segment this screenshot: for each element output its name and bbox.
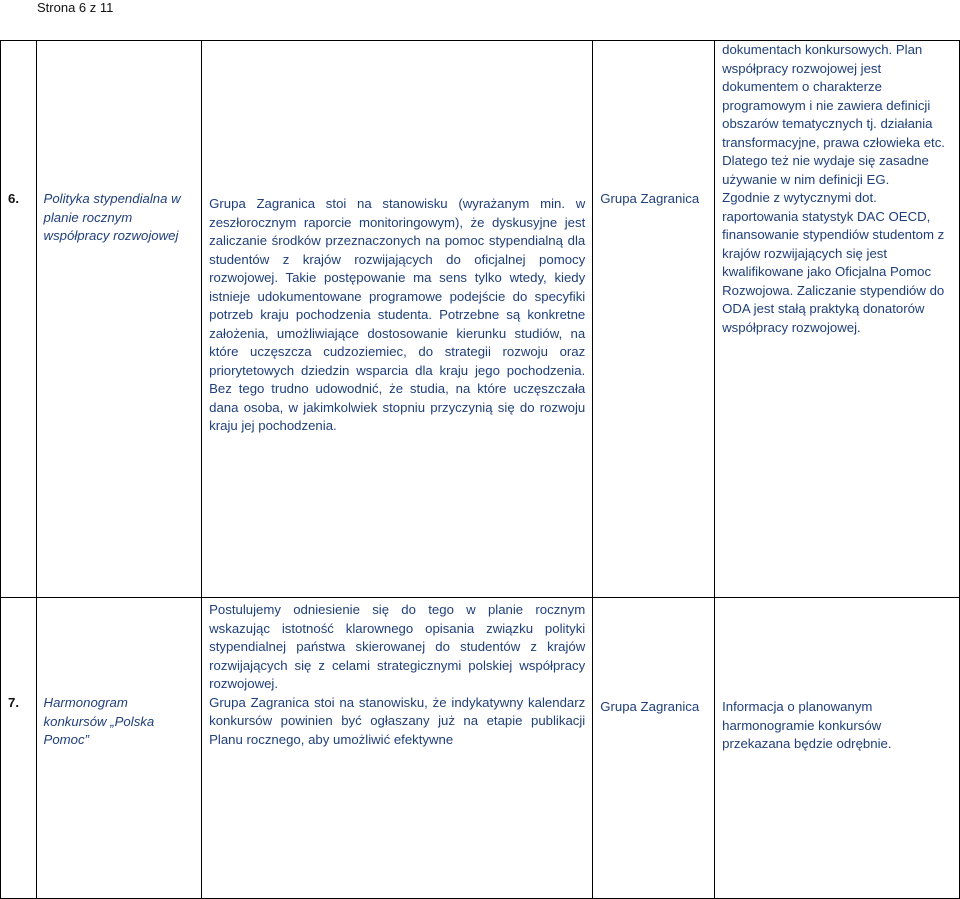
row-topic: Harmonogram konkursów „Polska Pomoc” [36,598,202,899]
row-number: 7. [1,598,37,899]
page-number: Strona 6 z 11 [37,0,114,15]
row-author: Grupa Zagranica [593,41,715,598]
reply-continuation: dokumentach konkursowych. Plan współpracy rozwojowej jest dokumentem o charakterze programowym i nie zawiera definicji obszarów tematycznych tj. działania transformacyjne, prawa człowieka etc. Dlatego też nie wydaje się zasadne używanie w nim definicji EG. [722,42,945,187]
comment-text: Grupa Zagranica stoi na stanowisku (wyrażanym min. w zeszłorocznym raporcie monitoringowym), że dyskusyjne jest zaliczanie środków przeznaczonych na pomoc stypendialną dla studentów z krajów rozwijających do oficjalnej pomocy rozwojowej. Takie postępowanie ma sens tylko wtedy, kiedy istnieje udokumentowane programowe podejście do specyfiki potrzeb kraju pochodzenia studenta. Potrzebne są konkretne założenia, umożliwiające dostosowanie kierunku studiów, na które uczęszcza cudzoziemiec, do strategii rozwoju oraz priorytetowych dziedzin wsparcia dla kraju jego pochodzenia. Bez tego trudno udowodnić, że studia, na które uczęszczała dana osoba, w jakimkolwiek stopniu przyczynią się do rozwoju kraju jej pochodzenia. [209,196,586,433]
consultation-table [0,40,960,899]
row-topic: Polityka stypendialna w planie rocznym współpracy rozwojowej [36,41,202,598]
row-reply [715,41,960,598]
comment-text: Grupa Zagranica stoi na stanowisku, że indykatywny kalendarz konkursów powinien być ogłaszany już na etapie publikacji Planu rocznego, aby umożliwić efektywne [209,694,586,747]
row-comment [202,598,593,899]
table-row [1,598,960,899]
row-reply: Informacja o planowanym harmonogramie konkursów przekazana będzie odrębnie. [715,598,960,899]
row-comment [202,41,593,598]
reply-text: Zgodnie z wytycznymi dot. raportowania statystyk DAC OECD, finansowanie stypendiów studentom z krajów rozwijających się jest kwalifikowane jako Oficjalna Pomoc Rozwojowa. Zaliczanie stypendiów do ODA jest stałą praktyką donatorów współpracy rozwojowej. [722,190,945,335]
table-row [1,41,960,598]
row-number: 6. [1,41,37,598]
comment-text-previous: Postulujemy odniesienie się do tego w planie rocznym wskazując istotność klarownego opisania związku polityki stypendialnej państwa skierowanej do studentów z krajów rozwijających się z celami strategicznymi polskiej współpracy rozwojowej. [209,602,586,691]
row-author: Grupa Zagranica [593,598,715,899]
